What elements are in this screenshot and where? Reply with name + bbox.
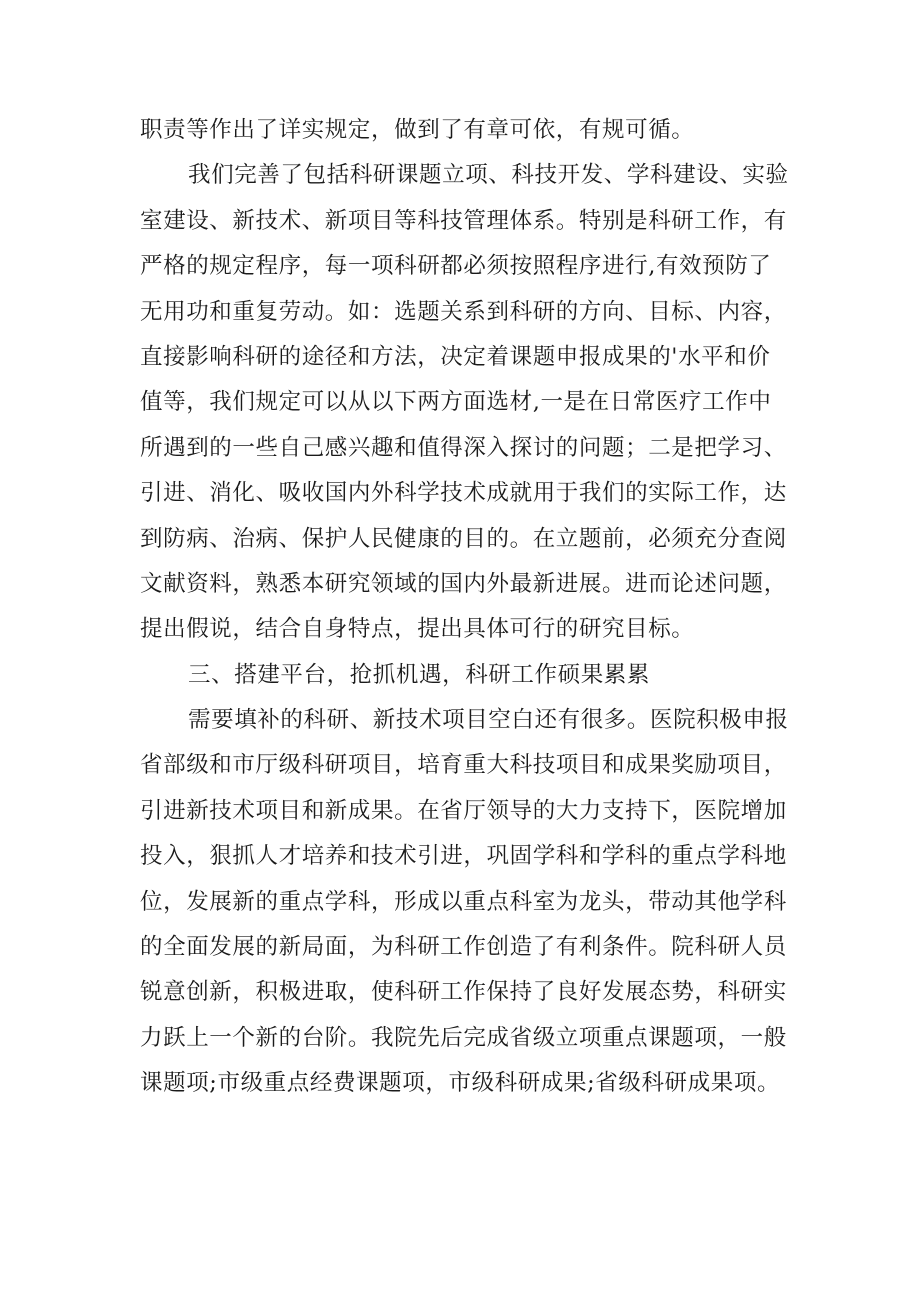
text-line: 省部级和市厅级科研项目，培育重大科技项目和成果奖励项目， <box>140 752 787 779</box>
text-line: 提出假说，结合自身特点，提出具体可行的研究目标。 <box>140 616 695 643</box>
text-line: 到防病、治病、保护人民健康的目的。在立题前，必须充分查阅 <box>140 525 787 552</box>
text-line: 职责等作出了详实规定，做到了有章可依，有规可循。 <box>140 117 695 143</box>
text-line: 直接影响科研的途径和方法，决定着课题申报成果的'水平和价 <box>140 343 771 370</box>
text-line: 锐意创新，积极进取，使科研工作保持了良好发展态势，科研实 <box>140 979 787 1006</box>
text-line: 需要填补的科研、新技术项目空白还有很多。医院积极申报 <box>188 707 789 734</box>
text-line: 我们完善了包括科研课题立项、科技开发、学科建设、实验 <box>188 162 789 189</box>
text-line: 课题项;市级重点经费课题项，市级科研成果;省级科研成果项。 <box>140 1070 781 1097</box>
section-heading: 三、搭建平台，抢抓机遇，科研工作硕果累累 <box>188 661 651 688</box>
text-line: 值等，我们规定可以从以下两方面选材,一是在日常医疗工作中 <box>140 389 772 416</box>
text-line: 引进、消化、吸收国内外科学技术成就用于我们的实际工作，达 <box>140 480 787 507</box>
text-line: 位，发展新的重点学科，形成以重点科室为龙头，带动其他学科 <box>140 888 787 915</box>
text-line: 力跃上一个新的台阶。我院先后完成省级立项重点课题项，一般 <box>140 1024 787 1051</box>
text-line: 文献资料，熟悉本研究领域的国内外最新进展。进而论述问题， <box>140 570 787 597</box>
text-line: 引进新技术项目和新成果。在省厅领导的大力支持下，医院增加 <box>140 797 787 824</box>
text-line: 室建设、新技术、新项目等科技管理体系。特别是科研工作，有 <box>140 207 787 234</box>
text-line: 所遇到的一些自己感兴趣和值得深入探讨的问题；二是把学习、 <box>140 434 787 461</box>
text-line: 严格的规定程序，每一项科研都必须按照程序进行,有效预防了 <box>140 253 772 280</box>
text-line: 的全面发展的新局面，为科研工作创造了有利条件。院科研人员 <box>140 934 787 961</box>
text-line: 无用功和重复劳动。如：选题关系到科研的方向、目标、内容， <box>140 298 787 325</box>
document-body <box>140 108 806 1107</box>
text-line: 投入，狠抓人才培养和技术引进，巩固学科和学科的重点学科地 <box>140 843 787 870</box>
